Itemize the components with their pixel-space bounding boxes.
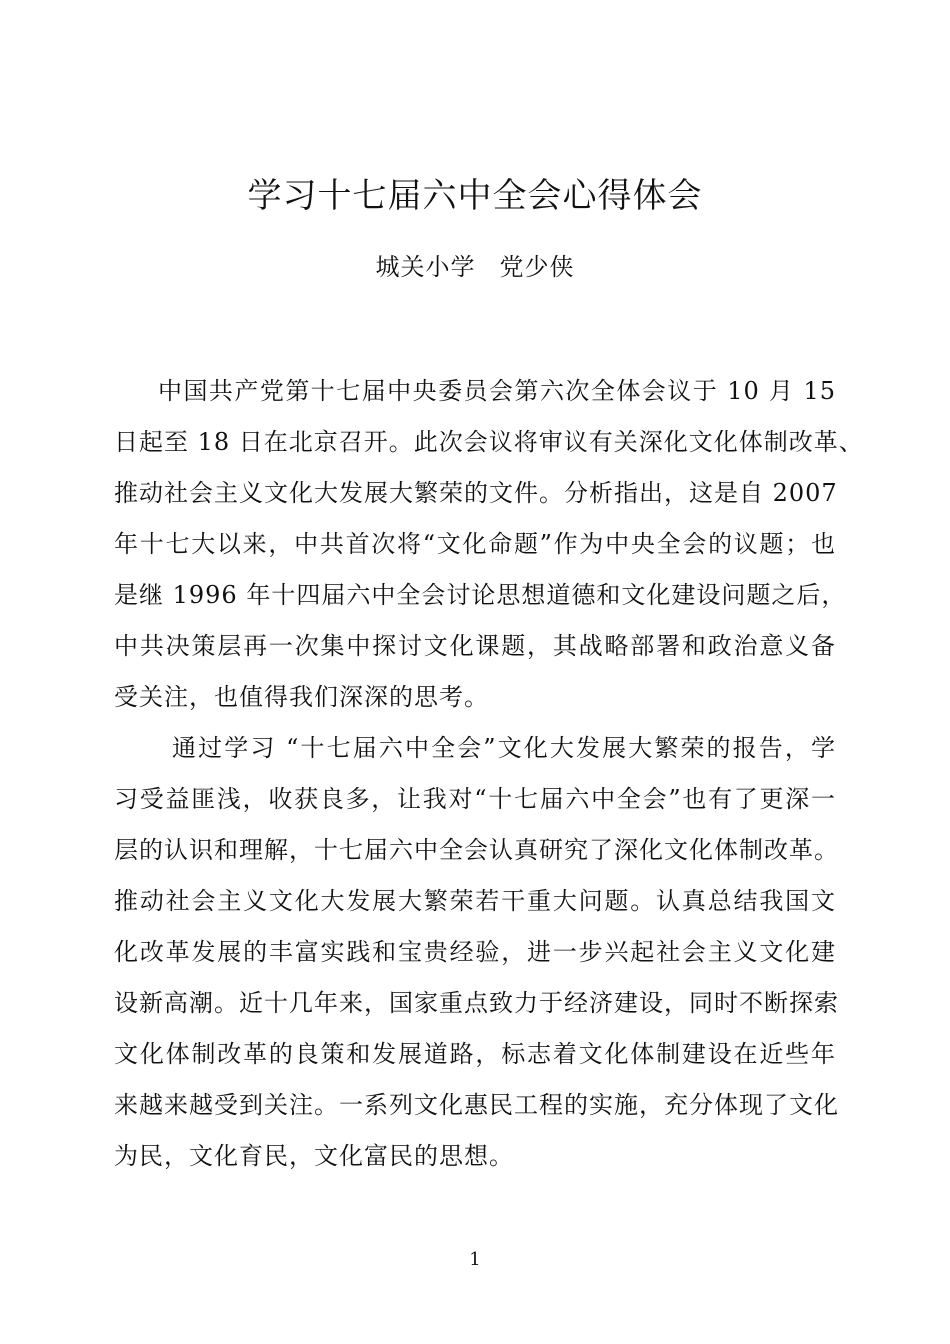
- paragraph-line: 是继 1996 年十四届六中全会讨论思想道德和文化建设问题之后，: [114, 581, 847, 609]
- paragraph-line: 日起至 18 日在北京召开。此次会议将审议有关深化文化体制改革、: [114, 428, 864, 456]
- paragraph-line: 中国共产党第十七届中央委员会第六次全体会议于 10 月 15: [158, 377, 836, 405]
- paragraph-line: 通过学习 “十七届六中全会”文化大发展大繁荣的报告，学: [172, 734, 836, 762]
- paragraph-line: 设新高潮。近十几年来，国家重点致力于经济建设，同时不断探索: [114, 989, 839, 1017]
- paragraph-1: [114, 366, 864, 723]
- page-number: 1: [469, 1249, 481, 1270]
- paragraph-line: 中共决策层再一次集中探讨文化课题，其战略部署和政治意义备: [114, 632, 836, 660]
- paragraph-2: [114, 723, 839, 1182]
- paragraph-line: 为民，文化育民，文化富民的思想。: [114, 1142, 514, 1170]
- paragraph-line: 推动社会主义文化大发展大繁荣若干重大问题。认真总结我国文: [114, 887, 836, 915]
- paragraph-line: 受关注，也值得我们深深的思考。: [114, 683, 489, 711]
- document-title: 学习十七届六中全会心得体会: [247, 176, 703, 216]
- paragraph-line: 年十七大以来，中共首次将“文化命题”作为中央全会的议题；也: [114, 530, 836, 558]
- document-byline: [0, 247, 950, 287]
- paragraph-line: 化改革发展的丰富实践和宝贵经验，进一步兴起社会主义文化建: [114, 938, 836, 966]
- author-name: 党少侠: [499, 253, 575, 281]
- author-organization: 城关小学: [375, 253, 476, 281]
- paragraph-line: 层的认识和理解，十七届六中全会认真研究了深化文化体制改革。: [114, 836, 839, 864]
- document-body: [114, 366, 864, 1182]
- paragraph-line: 习受益匪浅，收获良多，让我对“十七届六中全会”也有了更深一: [114, 785, 836, 813]
- paragraph-line: 推动社会主义文化大发展大繁荣的文件。分析指出，这是自 2007: [114, 479, 838, 507]
- paragraph-line: 来越来越受到关注。一系列文化惠民工程的实施，充分体现了文化: [114, 1091, 839, 1119]
- paragraph-line: 文化体制改革的良策和发展道路，标志着文化体制建设在近些年: [114, 1040, 836, 1068]
